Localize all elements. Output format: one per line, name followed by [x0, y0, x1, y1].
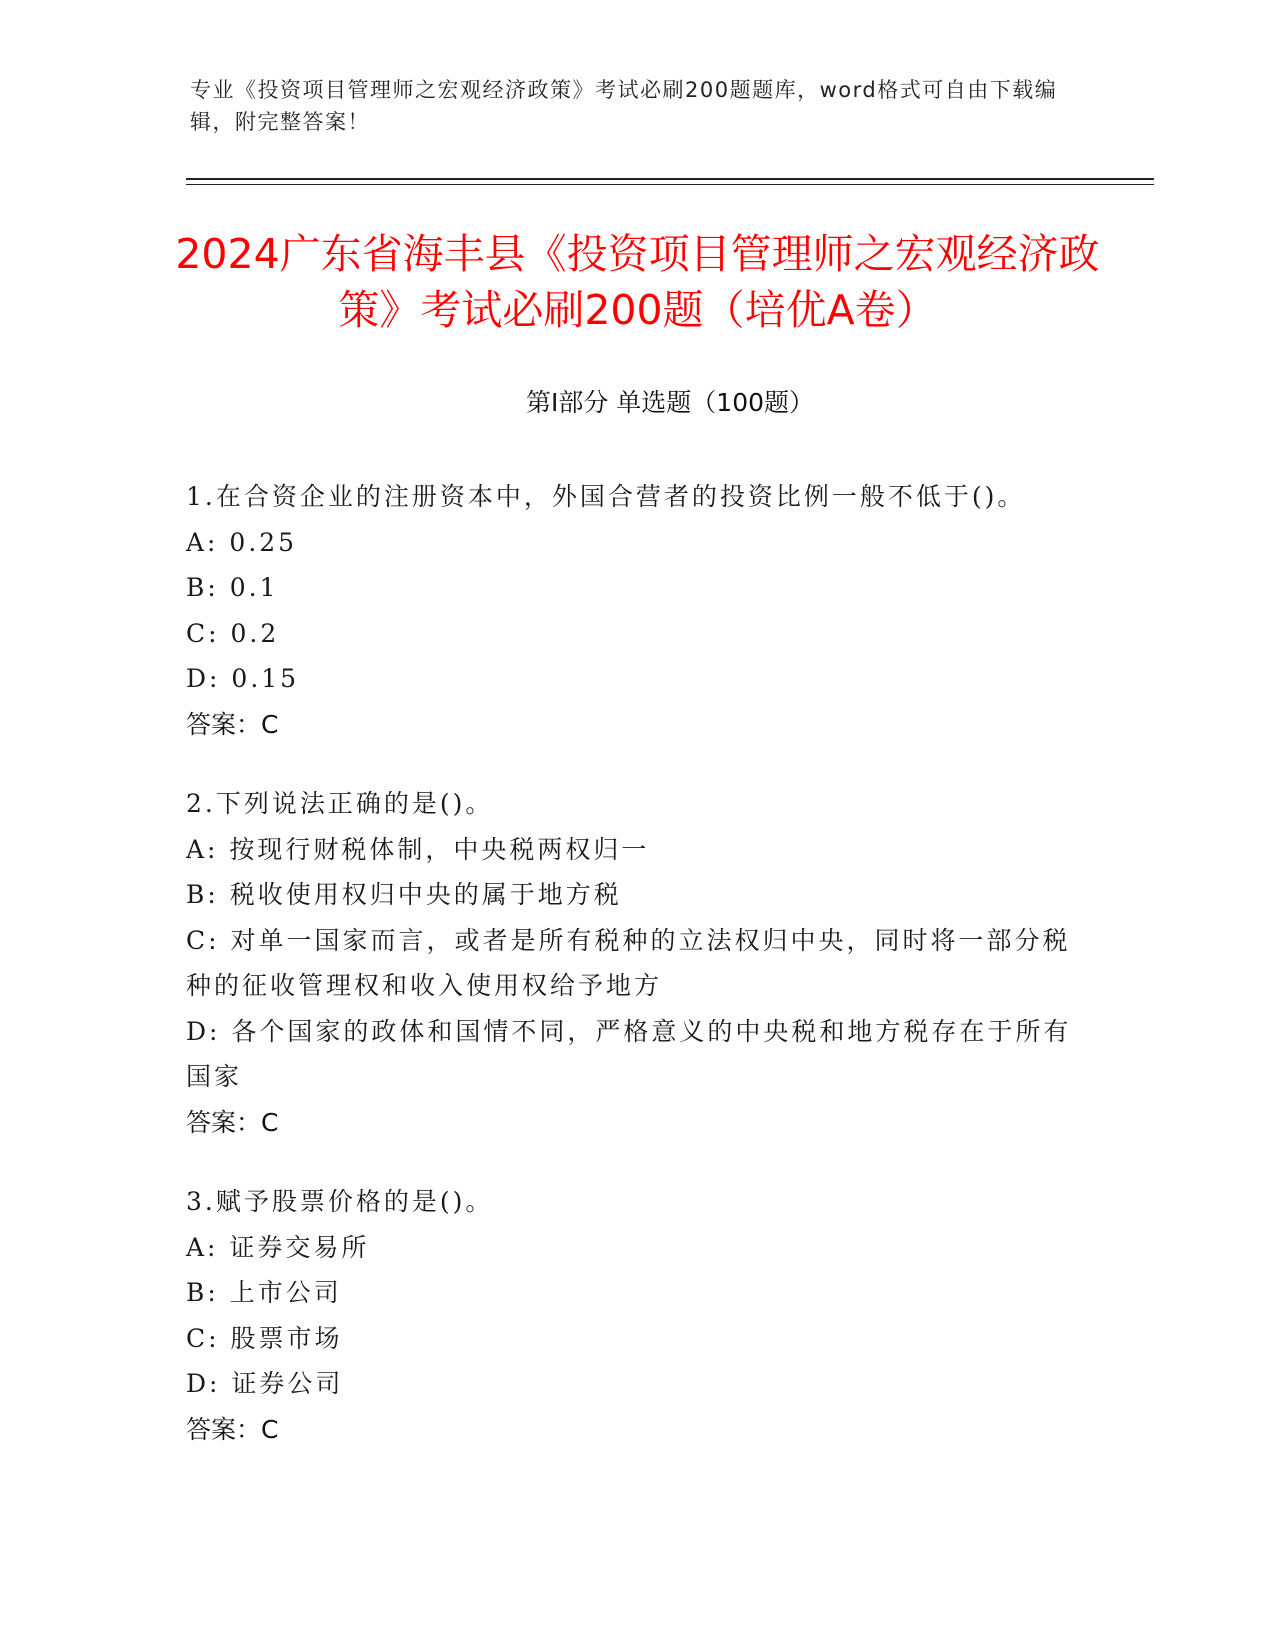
question-stem: 1.在合资企业的注册资本中，外国合营者的投资比例一般不低于()。 — [186, 482, 1026, 511]
question-3 — [186, 1179, 1076, 1452]
answer-line: 答案：C — [186, 1107, 279, 1137]
option-a: A: 证券交易所 — [186, 1232, 370, 1262]
answer-line: 答案：C — [186, 1414, 279, 1444]
question-stem: 2.下列说法正确的是()。 — [186, 789, 494, 818]
option-a: A: 0.25 — [186, 527, 298, 557]
option-b: B: 0.1 — [186, 573, 279, 602]
section-heading: 第I部分 单选题（100题） — [525, 388, 815, 417]
header-divider-thick — [186, 178, 1154, 180]
header-note: 专业《投资项目管理师之宏观经济政策》考试必刷200题题库，word格式可自由下载编辑，附完整答案！ — [190, 78, 1058, 134]
option-d: D: 0.15 — [186, 664, 300, 693]
question-2 — [186, 781, 1076, 1145]
question-list — [186, 474, 1076, 1486]
header-divider-thin — [186, 184, 1154, 185]
document-title: 2024广东省海丰县《投资项目管理师之宏观经济政策》考试必刷200题（培优A卷） — [175, 230, 1100, 334]
question-1 — [186, 474, 1076, 747]
answer-line: 答案：C — [186, 709, 279, 739]
option-c: C: 对单一国家而言，或者是所有税种的立法权归中央，同时将一部分税种的征收管理权和收入使用权给予地方 — [186, 925, 1071, 1000]
option-c: C: 0.2 — [186, 618, 280, 648]
option-d: D: 各个国家的政体和国情不同，严格意义的中央税和地方税存在于所有国家 — [186, 1016, 1072, 1091]
option-b: B: 税收使用权归中央的属于地方税 — [186, 880, 622, 909]
question-stem: 3.赋予股票价格的是()。 — [186, 1187, 494, 1216]
option-c: C: 股票市场 — [186, 1323, 343, 1353]
option-b: B: 上市公司 — [186, 1278, 342, 1307]
option-a: A: 按现行财税体制，中央税两权归一 — [186, 834, 650, 864]
option-d: D: 证券公司 — [186, 1369, 344, 1398]
